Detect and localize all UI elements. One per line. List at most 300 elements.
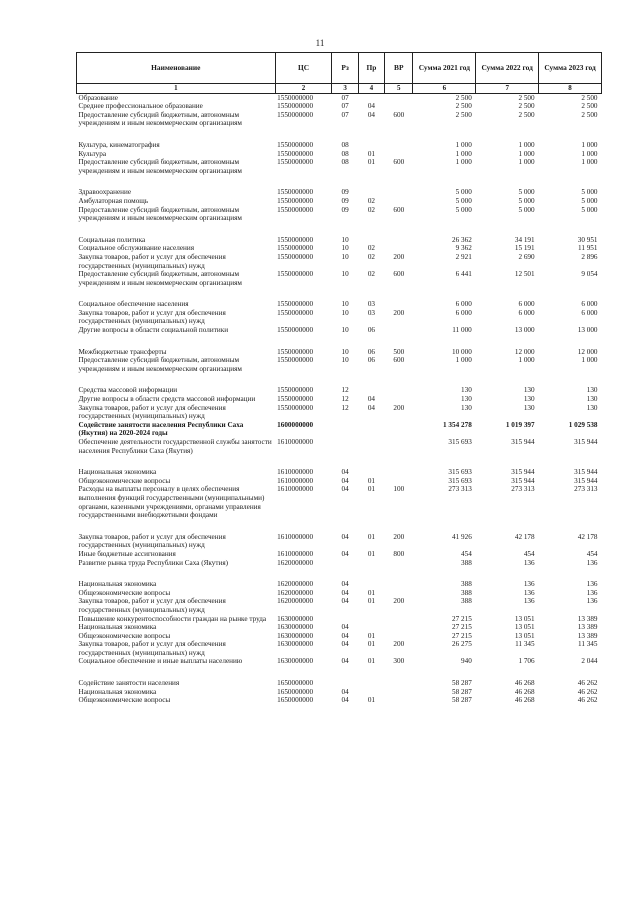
- row-vr: [385, 477, 413, 486]
- row-sum-2021: 388: [461, 558, 472, 567]
- row-sum-2023: 30 951: [577, 235, 598, 244]
- row-sum-2023: 2 500: [581, 110, 598, 119]
- row-name: Образование: [78, 93, 118, 102]
- row-pr: 01: [367, 549, 375, 558]
- table-row: [77, 597, 602, 614]
- row-sum-2021: 27 215: [452, 631, 472, 640]
- row-cs: 1550000000: [277, 395, 314, 404]
- row-pr: 01: [367, 696, 375, 705]
- row-sum-2021: 1 000: [455, 140, 472, 149]
- row-vr: [385, 559, 413, 581]
- row-vr: 200: [393, 640, 405, 649]
- row-sum-2023: 315 944: [574, 468, 598, 477]
- row-sum-2023: 136: [586, 558, 598, 567]
- row-pr: 02: [367, 196, 375, 205]
- table-row: [77, 580, 602, 589]
- row-rz: 10: [341, 308, 349, 317]
- row-rz: 09: [341, 196, 349, 205]
- row-pr: [358, 688, 384, 697]
- row-cs: 1620000000: [277, 588, 314, 597]
- row-cs: 1550000000: [277, 205, 314, 214]
- row-pr: 01: [367, 657, 375, 666]
- row-sum-2021: 388: [461, 588, 472, 597]
- row-cs: 1630000000: [277, 657, 314, 666]
- row-pr: 01: [367, 476, 375, 485]
- row-pr: 01: [367, 588, 375, 597]
- row-sum-2022: 12 501: [514, 270, 535, 279]
- row-rz: 07: [341, 102, 349, 111]
- row-vr: 200: [393, 597, 405, 606]
- row-name: Предоставление субсидий бюджетным, автономным учреждениям и иным некоммерческим организациям: [78, 270, 242, 287]
- column-number: 7: [476, 84, 539, 94]
- row-sum-2022: 13 051: [514, 623, 535, 632]
- row-sum-2023: 46 262: [577, 687, 598, 696]
- row-vr: [385, 438, 413, 468]
- row-cs: 1630000000: [277, 623, 314, 632]
- row-vr: 600: [393, 158, 405, 167]
- row-sum-2022: 5 000: [518, 188, 535, 197]
- row-vr: [385, 468, 413, 477]
- row-name: Социальное обеспечение населения: [78, 300, 189, 309]
- row-sum-2021: 454: [461, 549, 472, 558]
- row-sum-2022: 130: [523, 386, 535, 395]
- row-name: Социальная политика: [78, 235, 146, 244]
- row-rz: 12: [341, 395, 349, 404]
- row-sum-2021: 26 362: [452, 235, 472, 244]
- row-cs: 1630000000: [277, 631, 314, 640]
- row-rz: [332, 679, 358, 688]
- table-row: [77, 93, 602, 102]
- row-name: Закупка товаров, работ и услуг для обеспечения государственных (муниципальных) нужд: [78, 252, 226, 270]
- row-sum-2023: 6 000: [581, 308, 598, 317]
- row-rz: 04: [341, 476, 349, 485]
- row-sum-2022: 5 000: [518, 196, 535, 205]
- budget-table: [76, 52, 602, 705]
- row-sum-2023: 11 951: [578, 244, 598, 253]
- table-row: [77, 197, 602, 206]
- row-sum-2023: 12 000: [577, 347, 598, 356]
- row-sum-2023: 42 178: [577, 532, 598, 541]
- row-sum-2022: 136: [523, 597, 535, 606]
- row-cs: 1550000000: [277, 252, 314, 261]
- row-cs: 1550000000: [277, 235, 314, 244]
- row-sum-2023: 130: [586, 403, 598, 412]
- row-cs: 1650000000: [277, 696, 314, 705]
- row-vr: [385, 623, 413, 632]
- row-sum-2021: 1 354 278: [443, 420, 472, 429]
- row-sum-2021: 2 921: [455, 252, 472, 261]
- header-sum-2022: Сумма 2022 год: [476, 53, 539, 84]
- row-name: Содействие занятости населения: [78, 679, 180, 688]
- row-sum-2021: 940: [461, 657, 472, 666]
- row-rz: 10: [341, 356, 349, 365]
- row-rz: 04: [341, 657, 349, 666]
- row-name: Предоставление субсидий бюджетным, автономным учреждениям и иным некоммерческим организациям: [78, 110, 242, 128]
- row-vr: [385, 688, 413, 697]
- row-name: Предоставление субсидий бюджетным, автономным учреждениям и иным некоммерческим организациям: [78, 205, 242, 223]
- row-rz: 09: [341, 188, 349, 197]
- row-pr: [358, 468, 384, 477]
- row-vr: [385, 188, 413, 197]
- row-name: Другие вопросы в области социальной политики: [78, 326, 229, 335]
- row-pr: 04: [367, 102, 375, 111]
- row-cs: 1550000000: [277, 188, 314, 197]
- row-cs: 1550000000: [277, 158, 314, 167]
- row-pr: 02: [367, 252, 375, 261]
- row-sum-2023: 5 000: [581, 188, 598, 197]
- row-pr: 02: [367, 205, 375, 214]
- row-name: Социальное обеспечение и иные выплаты населению: [78, 657, 243, 666]
- row-sum-2023: 5 000: [581, 196, 598, 205]
- table-row: [77, 141, 602, 150]
- row-name: Средства массовой информации: [78, 386, 178, 395]
- row-cs: 1620000000: [277, 597, 314, 606]
- column-number-row: [77, 84, 602, 94]
- row-sum-2021: 27 215: [452, 623, 472, 632]
- row-pr: 04: [367, 395, 375, 404]
- row-cs: 1550000000: [277, 356, 314, 365]
- row-sum-2021: 6 000: [455, 300, 472, 309]
- row-rz: 04: [341, 549, 349, 558]
- row-cs: 1650000000: [277, 687, 314, 696]
- row-vr: 100: [393, 485, 405, 494]
- row-pr: 01: [367, 631, 375, 640]
- table-row: [77, 421, 602, 438]
- table-row: [77, 111, 602, 141]
- table-row: [77, 244, 602, 253]
- row-sum-2022: 6 000: [518, 300, 535, 309]
- row-vr: [385, 421, 413, 438]
- row-sum-2021: 315 693: [448, 438, 472, 446]
- row-vr: [385, 632, 413, 641]
- row-sum-2022: 5 000: [518, 205, 535, 214]
- row-vr: [385, 93, 413, 102]
- row-sum-2023: 130: [586, 386, 598, 395]
- table-row: [77, 615, 602, 624]
- row-rz: [332, 615, 358, 624]
- row-sum-2022: 46 268: [514, 679, 535, 688]
- row-cs: 1550000000: [277, 403, 314, 412]
- row-rz: 12: [341, 403, 349, 412]
- row-rz: 10: [341, 235, 349, 244]
- row-sum-2021: 130: [461, 395, 472, 404]
- row-vr: [385, 679, 413, 688]
- table-row: [77, 253, 602, 270]
- row-pr: 04: [367, 403, 375, 412]
- row-cs: 1610000000: [277, 468, 314, 477]
- row-sum-2021: 388: [461, 580, 472, 589]
- row-sum-2021: 58 287: [452, 696, 472, 705]
- row-cs: 1550000000: [277, 386, 314, 395]
- table-row: [77, 236, 602, 245]
- row-name: Здравоохранение: [78, 188, 132, 197]
- row-cs: 1610000000: [277, 438, 314, 446]
- row-cs: 1620000000: [277, 558, 314, 567]
- row-pr: [358, 559, 384, 581]
- row-vr: [385, 326, 413, 348]
- row-name: Культура: [78, 149, 107, 158]
- row-sum-2023: 1 000: [581, 158, 598, 167]
- table-row: [77, 206, 602, 236]
- row-rz: 10: [341, 347, 349, 356]
- column-number: 3: [332, 84, 358, 94]
- row-sum-2023: 2 500: [581, 102, 598, 111]
- table-row: [77, 188, 602, 197]
- table-row: [77, 589, 602, 598]
- row-sum-2021: 130: [461, 403, 472, 412]
- row-name: Расходы на выплаты персоналу в целях обеспечения выполнения функций государственными (муниципальными) органами, казенными учреждениями, органами управления государственными внебюджетными фондами: [78, 485, 265, 520]
- row-cs: 1610000000: [277, 476, 314, 485]
- row-cs: 1550000000: [277, 140, 314, 149]
- row-sum-2023: 1 029 538: [568, 420, 598, 429]
- row-sum-2022: 46 268: [514, 696, 535, 705]
- row-name: Другие вопросы в области средств массовой информации: [78, 395, 256, 404]
- row-rz: 12: [341, 386, 349, 395]
- row-sum-2022: 2 500: [518, 102, 535, 111]
- row-sum-2021: 273 313: [448, 485, 472, 494]
- table-row: [77, 386, 602, 395]
- table-row: [77, 559, 602, 581]
- table-row: [77, 300, 602, 309]
- row-sum-2021: 2 500: [455, 93, 472, 102]
- row-cs: 1610000000: [277, 532, 314, 541]
- table-row: [77, 102, 602, 111]
- row-pr: [358, 679, 384, 688]
- row-rz: 10: [341, 300, 349, 309]
- row-sum-2022: 1 000: [518, 158, 535, 167]
- row-rz: 07: [341, 110, 349, 119]
- row-name: Межбюджетные трансферты: [78, 347, 167, 356]
- row-cs: 1550000000: [277, 149, 314, 158]
- row-pr: 03: [367, 300, 375, 309]
- table-row: [77, 326, 602, 348]
- header-sum-2023: Сумма 2023 год: [539, 53, 602, 84]
- row-sum-2023: 13 389: [577, 614, 598, 623]
- table-row: [77, 657, 602, 679]
- row-sum-2023: 2 044: [581, 657, 598, 666]
- row-cs: 1550000000: [277, 110, 314, 119]
- row-cs: 1550000000: [277, 244, 314, 253]
- column-number: 1: [77, 84, 276, 94]
- row-vr: [385, 386, 413, 395]
- row-sum-2021: 10 000: [452, 347, 472, 356]
- row-pr: 01: [367, 485, 375, 494]
- row-name: Общеэкономические вопросы: [78, 631, 171, 640]
- row-rz: 07: [341, 93, 349, 102]
- row-pr: [358, 93, 384, 102]
- row-sum-2023: 5 000: [581, 205, 598, 214]
- row-pr: [358, 141, 384, 150]
- row-sum-2022: 2 500: [518, 93, 535, 102]
- row-name: Национальная экономика: [78, 623, 157, 632]
- row-vr: 800: [393, 549, 405, 558]
- table-row: [77, 696, 602, 705]
- row-pr: [358, 438, 384, 468]
- row-rz: 10: [341, 252, 349, 261]
- row-sum-2021: 6 000: [455, 308, 472, 317]
- table-row: [77, 550, 602, 559]
- header-sum-2021: Сумма 2021 год: [413, 53, 476, 84]
- column-number: 5: [385, 84, 413, 94]
- row-rz: 08: [341, 140, 349, 149]
- row-rz: 09: [341, 205, 349, 214]
- row-pr: 01: [367, 597, 375, 606]
- row-rz: 10: [341, 326, 349, 335]
- row-sum-2021: 26 275: [452, 640, 472, 649]
- row-sum-2021: 9 362: [455, 244, 472, 253]
- row-vr: 200: [393, 403, 405, 412]
- page-number: 11: [315, 38, 325, 48]
- row-name: Закупка товаров, работ и услуг для обеспечения государственных (муниципальных) нужд: [78, 597, 226, 614]
- row-sum-2021: 27 215: [452, 614, 472, 623]
- row-pr: 01: [367, 158, 375, 167]
- row-sum-2021: 11 000: [452, 326, 472, 335]
- row-sum-2023: 46 262: [577, 679, 598, 688]
- row-name: Национальная экономика: [78, 687, 157, 696]
- row-sum-2023: 315 944: [574, 476, 598, 485]
- row-name: Национальная экономика: [78, 580, 157, 589]
- row-rz: 04: [341, 640, 349, 649]
- row-rz: 04: [341, 631, 349, 640]
- row-sum-2022: 34 191: [514, 235, 535, 244]
- row-sum-2023: 11 345: [578, 640, 598, 649]
- row-name: Закупка товаров, работ и услуг для обеспечения государственных (муниципальных) нужд: [78, 640, 226, 657]
- row-sum-2021: 58 287: [452, 679, 472, 688]
- row-vr: [385, 580, 413, 589]
- row-sum-2022: 13 051: [514, 631, 535, 640]
- row-pr: 06: [367, 347, 375, 356]
- column-number: 8: [539, 84, 602, 94]
- row-pr: 01: [367, 532, 375, 541]
- table-row: [77, 468, 602, 477]
- row-vr: [385, 244, 413, 253]
- table-body: [77, 93, 602, 705]
- row-cs: 1600000000: [277, 420, 314, 429]
- row-cs: 1550000000: [277, 347, 314, 356]
- row-cs: 1650000000: [277, 679, 314, 688]
- row-pr: 02: [367, 244, 375, 253]
- row-sum-2022: 46 268: [514, 687, 535, 696]
- table-row: [77, 150, 602, 159]
- header-row: [77, 53, 602, 84]
- row-sum-2023: 273 313: [574, 485, 598, 494]
- row-sum-2022: 1 706: [518, 657, 535, 666]
- row-rz: 04: [341, 623, 349, 632]
- row-sum-2023: 13 389: [577, 631, 598, 640]
- row-vr: [385, 696, 413, 705]
- column-number: 2: [275, 84, 332, 94]
- row-sum-2023: 1 000: [581, 140, 598, 149]
- row-sum-2021: 41 926: [452, 532, 472, 541]
- header-rz: Рз: [332, 53, 358, 84]
- row-sum-2022: 1 019 397: [505, 420, 535, 429]
- row-sum-2023: 1 000: [581, 149, 598, 158]
- row-sum-2021: 58 287: [452, 687, 472, 696]
- row-vr: 200: [393, 308, 405, 317]
- row-sum-2022: 2 690: [518, 252, 535, 261]
- row-name: Общеэкономические вопросы: [78, 476, 171, 485]
- table-row: [77, 404, 602, 421]
- row-sum-2022: 136: [523, 558, 535, 567]
- table-row: [77, 640, 602, 657]
- table-row: [77, 632, 602, 641]
- row-pr: [358, 615, 384, 624]
- row-sum-2021: 315 693: [448, 476, 472, 485]
- row-pr: 01: [367, 640, 375, 649]
- row-sum-2023: 13 000: [577, 326, 598, 335]
- row-rz: 04: [341, 532, 349, 541]
- row-name: Иные бюджетные ассигнования: [78, 549, 176, 558]
- row-rz: 10: [341, 244, 349, 253]
- row-sum-2022: 6 000: [518, 308, 535, 317]
- header-cs: ЦС: [275, 53, 332, 84]
- row-pr: 03: [367, 308, 375, 317]
- row-name: Закупка товаров, работ и услуг для обеспечения государственных (муниципальных) нужд: [78, 532, 226, 550]
- row-vr: 600: [393, 205, 405, 214]
- row-sum-2023: 1 000: [581, 356, 598, 365]
- row-cs: 1630000000: [277, 640, 314, 649]
- row-sum-2021: 1 000: [455, 158, 472, 167]
- row-vr: 200: [393, 252, 405, 261]
- row-pr: [358, 236, 384, 245]
- row-cs: 1620000000: [277, 580, 314, 589]
- row-vr: 300: [393, 657, 405, 666]
- row-sum-2021: 5 000: [455, 196, 472, 205]
- row-sum-2023: 136: [586, 597, 598, 606]
- row-name: Развитие рынка труда Республики Саха (Якутия): [78, 558, 229, 567]
- row-sum-2022: 136: [523, 588, 535, 597]
- row-name: Общеэкономические вопросы: [78, 696, 171, 705]
- row-sum-2022: 1 000: [518, 356, 535, 365]
- row-cs: 1550000000: [277, 326, 314, 335]
- row-rz: 04: [341, 597, 349, 606]
- row-sum-2023: 9 054: [581, 270, 598, 279]
- row-sum-2022: 315 944: [511, 476, 535, 485]
- row-name: Амбулаторная помощь: [78, 196, 149, 205]
- row-sum-2021: 388: [461, 597, 472, 606]
- row-sum-2023: 454: [586, 549, 598, 558]
- row-sum-2022: 315 944: [511, 438, 535, 446]
- header-vr: ВР: [385, 53, 413, 84]
- row-cs: 1550000000: [277, 300, 314, 309]
- table-row: [77, 309, 602, 326]
- row-rz: 08: [341, 149, 349, 158]
- row-sum-2021: 130: [461, 386, 472, 395]
- header-pr: Пр: [358, 53, 384, 84]
- row-name: Среднее профессиональное образование: [78, 102, 203, 111]
- row-name: Общеэкономические вопросы: [78, 588, 171, 597]
- column-number: 6: [413, 84, 476, 94]
- table-row: [77, 477, 602, 486]
- row-cs: 1630000000: [277, 614, 314, 623]
- row-sum-2022: 273 313: [511, 485, 535, 494]
- table-row: [77, 623, 602, 632]
- row-cs: 1550000000: [277, 102, 314, 111]
- row-pr: [358, 421, 384, 438]
- row-sum-2022: 12 000: [514, 347, 535, 356]
- row-pr: 06: [367, 326, 375, 335]
- row-name: Социальное обслуживание населения: [78, 244, 195, 253]
- row-rz: 04: [341, 696, 349, 705]
- row-vr: [385, 395, 413, 404]
- row-rz: 08: [341, 158, 349, 167]
- row-name: Повышение конкурентоспособности граждан на рынке труда: [78, 614, 267, 623]
- table-row: [77, 688, 602, 697]
- row-pr: [358, 386, 384, 395]
- row-sum-2022: 2 500: [518, 110, 535, 119]
- row-vr: [385, 102, 413, 111]
- row-pr: 04: [367, 110, 375, 119]
